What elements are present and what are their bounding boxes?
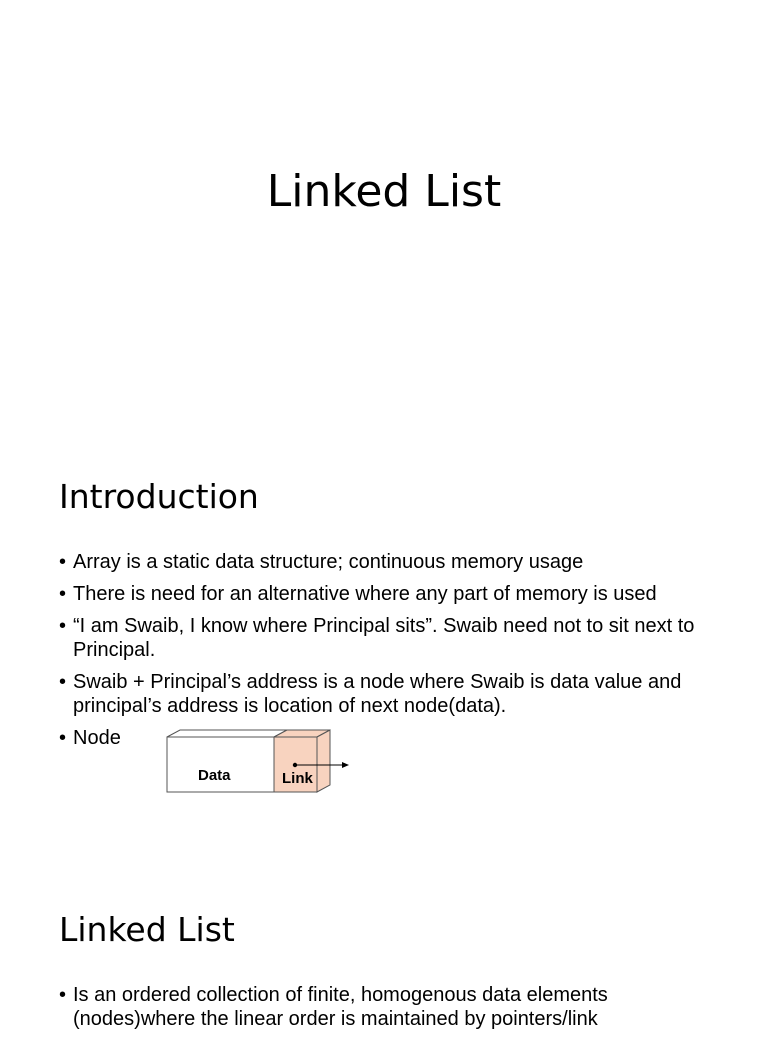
node-diagram-svg [166, 729, 356, 795]
bullet-item: • There is need for an alternative where any part of memory is used [59, 582, 699, 606]
bullet-item: • Array is a static data structure; continuous memory usage [59, 550, 699, 574]
linked-list-bullets [59, 983, 699, 1039]
node-link-box-side [317, 730, 330, 792]
bullet-item: • “I am Swaib, I know where Principal sits”. Swaib need not to sit next to Principal. [59, 614, 699, 662]
node-data-label: Data [198, 767, 231, 784]
node-diagram [166, 729, 356, 799]
bullet-item: • Is an ordered collection of finite, homogenous data elements (nodes)where the linear order is maintained by pointers/link [59, 983, 699, 1031]
node-data-box-top [167, 730, 287, 737]
bullet-item: • Node [59, 726, 699, 750]
linked-list-heading: Linked List [59, 910, 235, 949]
node-link-label: Link [282, 770, 313, 787]
slide-title: Linked List [266, 166, 502, 217]
introduction-heading: Introduction [59, 477, 259, 516]
introduction-bullets [59, 550, 699, 758]
bullet-item: • Swaib + Principal’s address is a node where Swaib is data value and principal’s address is location of next node(data). [59, 670, 699, 718]
pointer-arrowhead [342, 762, 349, 768]
